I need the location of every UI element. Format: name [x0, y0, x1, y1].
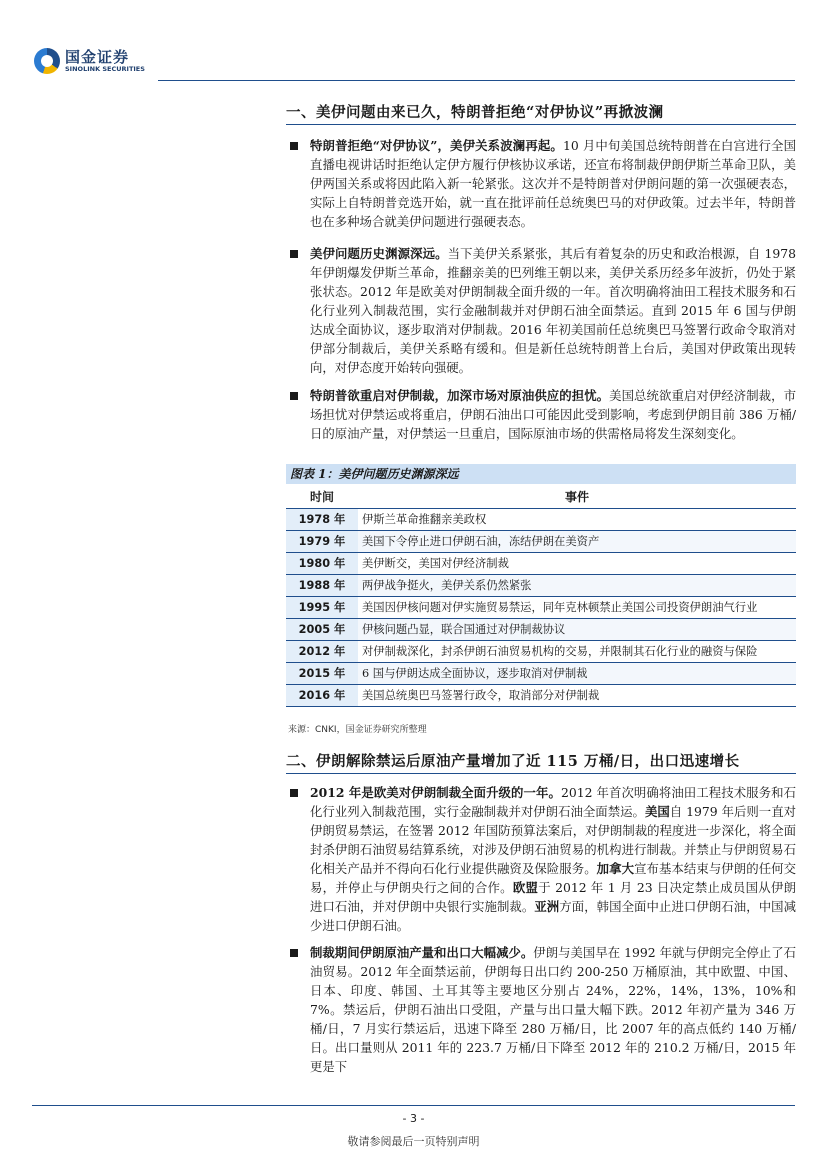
keyword-eu: 欧盟: [512, 880, 539, 895]
keyword-asia: 亚洲: [534, 899, 560, 914]
row-event: 对伊制裁深化，封杀伊朗石油贸易机构的交易，并限制其石化行业的融资与保险: [358, 641, 796, 663]
logo-text-cn: 国金证券: [65, 48, 130, 66]
column-header-time: 时间: [286, 484, 358, 509]
events-table-body: [286, 509, 796, 707]
row-year: 2012 年: [286, 641, 358, 663]
table-row: [286, 509, 796, 531]
row-year: 1980 年: [286, 553, 358, 575]
table-row: [286, 641, 796, 663]
table-row: [286, 553, 796, 575]
section1-paragraph-1: [310, 136, 796, 231]
row-event: 伊核问题凸显，联合国通过对伊制裁协议: [358, 619, 796, 641]
table-header-row: [286, 484, 796, 509]
column-header-event: 事件: [358, 484, 796, 509]
row-event: 两伊战争挺火，美伊关系仍然紧张: [358, 575, 796, 597]
row-year: 2015 年: [286, 663, 358, 685]
section2-paragraph-1: [310, 783, 796, 935]
paragraph-lead: 特朗普欲重启对伊制裁，加深市场对原油供应的担忧。: [310, 388, 610, 403]
paragraph-body: 美国总统欲重启对伊经济制裁，市场担忧对伊禁运或将重启，伊朗石油出口可能因此受到影响，考虑到伊朗目前 386 万桶/日的原油产量，对伊禁运一旦重启，国际原油市场的供需格局将发生深刻变化。: [310, 388, 797, 441]
row-event: 美国下令停止进口伊朗石油，冻结伊朗在美资产: [358, 531, 796, 553]
section1-paragraph-2: [310, 244, 796, 377]
events-table: [286, 484, 796, 707]
figure1-source: 来源：CNKI，国金证券研究所整理: [288, 725, 427, 735]
keyword-canada: 加拿大: [596, 861, 635, 876]
bullet-icon: [288, 391, 300, 403]
figure1-title: 图表 1：美伊问题历史渊源深远: [286, 464, 796, 484]
paragraph-text: 2012 年首次明确将油田工程技术服务和石化行业列入制裁范围，实行金融制裁并对伊朗石油全面禁运。: [310, 785, 796, 819]
table-row: [286, 619, 796, 641]
row-year: 1979 年: [286, 531, 358, 553]
paragraph-body: 当下美伊关系紧张，其后有着复杂的历史和政治根源，自 1978 年伊朗爆发伊斯兰革命，推翻亲美的巴列维王朝以来，美伊关系历经多年波折，仍处于紧张状态。2012 年是欧美对伊朗制裁全面升级的一年。首次明确将油田工程技术服务和石化行业列入制裁范围，实行金融制裁并对伊朗石油全面禁运。直到 2015 年 6 国与伊朗达成全面协议，逐步取消对伊制裁。2016 年初美国前任总统奥巴马签署行政命令取消对伊部分制裁后，美伊关系略有缓和。但是新任总统特朗普上台后，美国对伊政策出现转向，对伊态度开始转向强硬。: [310, 246, 796, 375]
row-year: 1978 年: [286, 509, 358, 531]
paragraph-lead: 2012 年是欧美对伊朗制裁全面升级的一年。: [310, 785, 561, 800]
row-year: 1988 年: [286, 575, 358, 597]
section1-paragraph-3: [310, 386, 796, 443]
row-event: 伊斯兰革命推翻亲美政权: [358, 509, 796, 531]
paragraph-text: 自 1979 年后则一直对伊朗贸易禁运，在签署 2012 年国防预算法案后，对伊朗制裁的程度进一步深化，将全面封杀伊朗石油贸易结算系统，对涉及伊朗石油贸易的机构进行制裁。并禁止与伊朗贸易石化相关产品并不得向石化行业提供融资及保险服务。: [310, 804, 797, 876]
paragraph-lead: 美伊问题历史渊源深远。: [310, 246, 448, 261]
section1-heading-rule: [286, 124, 796, 125]
footer-divider: [32, 1105, 795, 1106]
section1-heading: 一、美伊问题由来已久，特朗普拒绝“对伊协议”再掀波澜: [286, 104, 664, 121]
paragraph-lead: 特朗普拒绝“对伊协议”，美伊关系波澜再起。: [310, 138, 563, 153]
table-row: [286, 663, 796, 685]
row-event: 美国因伊核问题对伊实施贸易禁运，同年克林顿禁止美国公司投资伊朗油气行业: [358, 597, 796, 619]
page-number: - 3 -: [402, 1112, 425, 1125]
row-event: 美伊断交，美国对伊经济制裁: [358, 553, 796, 575]
bullet-icon: [288, 141, 300, 153]
row-year: 2005 年: [286, 619, 358, 641]
table-row: [286, 531, 796, 553]
table-row: [286, 575, 796, 597]
logo-mark-icon: [34, 48, 60, 74]
paragraph-text: 于 2012 年 1 月 23 日决定禁止成员国从伊朗进口石油，并对伊朗中央银行实施制裁。: [310, 880, 796, 914]
company-logo: [34, 46, 154, 78]
footer-disclaimer: 敬请参阅最后一页特别声明: [347, 1135, 480, 1148]
row-year: 2016 年: [286, 685, 358, 707]
paragraph-text: 方面，韩国全面中止进口伊朗石油，中国减少进口伊朗石油。: [310, 899, 797, 933]
paragraph-text: 宣布基本结束与伊朗的任何交易，并停止与伊朗央行之间的合作。: [310, 861, 797, 895]
row-event: 6 国与伊朗达成全面协议，逐步取消对伊制裁: [358, 663, 796, 685]
paragraph-body: 伊朗与美国早在 1992 年就与伊朗完全停止了石油贸易。2012 年全面禁运前，伊朗每日出口约 200-250 万桶原油，其中欧盟、中国、日本、印度、韩国、土耳其等主要地区分别占 24%，22%，14%，13%，10%和 7%。禁运后，伊朗石油出口受阻，产量与出口量大幅下跌。2012 年初产量为 346 万桶/日，7 月实行禁运后，迅速下降至 280 万桶/日，比 2007 年的高点低约 140 万桶/日。出口量则从 2011 年的 223.7 万桶/日下降至 2012 年的 210.2 万桶/日，2015 年更是下: [310, 945, 797, 1074]
paragraph-body: 10 月中旬美国总统特朗普在白宫进行全国直播电视讲话时拒绝认定伊方履行伊核协议承诺，还宣布将制裁伊朗伊斯兰革命卫队，美伊两国关系或将因此陷入新一轮紧张。这次并不是特朗普对伊朗问题的第一次强硬表态，实际上自特朗普竞选开始，就一直在批评前任总统奥巴马的对伊政策。过去半年，特朗普也在多种场合就美伊问题进行强硬表态。: [310, 138, 796, 229]
bullet-icon: [288, 948, 300, 960]
table-row: [286, 597, 796, 619]
logo-text-en: SINOLINK SECURITIES: [65, 65, 145, 73]
header-divider: [158, 80, 795, 81]
row-event: 美国总统奥巴马签署行政令，取消部分对伊制裁: [358, 685, 796, 707]
section2-heading-rule: [286, 773, 796, 774]
bullet-icon: [288, 249, 300, 261]
section2-paragraph-2: [310, 943, 796, 1076]
bullet-icon: [288, 788, 300, 800]
section2-heading: 二、伊朗解除禁运后原油产量增加了近 115 万桶/日，出口迅速增长: [286, 753, 740, 770]
table-row: [286, 685, 796, 707]
keyword-us: 美国: [644, 804, 670, 819]
row-year: 1995 年: [286, 597, 358, 619]
paragraph-lead: 制裁期间伊朗原油产量和出口大幅减少。: [310, 945, 534, 960]
